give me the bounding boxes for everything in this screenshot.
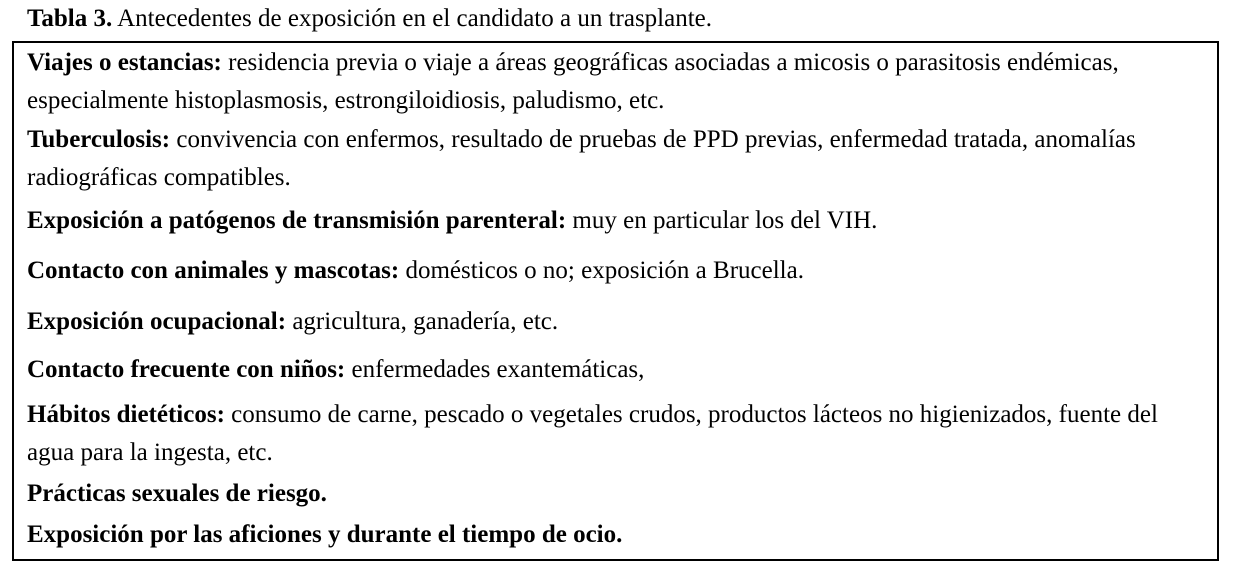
- caption-text: Antecedentes de exposición en el candidato a un trasplante.: [112, 5, 713, 32]
- row-term: Contacto con animales y mascotas:: [27, 257, 400, 284]
- row-text: domésticos o no; exposición a Brucella.: [399, 257, 804, 284]
- row-term: Contacto frecuente con niños:: [27, 356, 346, 383]
- row-sexuales: [27, 475, 1207, 513]
- row-parenteral: [27, 202, 1207, 240]
- row-text: agricultura, ganadería, etc.: [286, 308, 559, 335]
- row-term: Exposición a patógenos de transmisión parenteral:: [27, 207, 567, 234]
- row-text: residencia previa o viaje a áreas geográficas asociadas a micosis o parasitosis endémicas, especialmente histoplasmosis, estrongiloidiosis, paludismo, etc.: [27, 49, 1119, 114]
- row-term: Exposición ocupacional:: [27, 308, 287, 335]
- row-term: Tuberculosis:: [27, 126, 171, 153]
- table-caption: [27, 3, 712, 35]
- row-ninos: [27, 351, 1207, 389]
- row-text: consumo de carne, pescado o vegetales crudos, productos lácteos no higienizados, fuente del agua para la ingesta, etc.: [27, 401, 1158, 466]
- row-term: Prácticas sexuales de riesgo.: [27, 480, 327, 507]
- row-tuberculosis: [27, 121, 1207, 197]
- row-text: convivencia con enfermos, resultado de pruebas de PPD previas, enfermedad tratada, anomalías radiográficas compatibles.: [27, 126, 1136, 191]
- row-ocupacional: [27, 303, 1207, 341]
- row-term: Hábitos dietéticos:: [27, 401, 225, 428]
- row-term: Viajes o estancias:: [27, 49, 222, 76]
- row-text: enfermedades exantemáticas,: [345, 356, 645, 383]
- caption-label: Tabla 3.: [27, 5, 113, 32]
- row-habitos: [27, 396, 1207, 472]
- row-animales: [27, 252, 1207, 290]
- row-aficiones: [27, 516, 1207, 554]
- row-viajes: [27, 44, 1207, 120]
- row-term: Exposición por las aficiones y durante el tiempo de ocio.: [27, 521, 623, 548]
- row-text: muy en particular los del VIH.: [566, 207, 878, 234]
